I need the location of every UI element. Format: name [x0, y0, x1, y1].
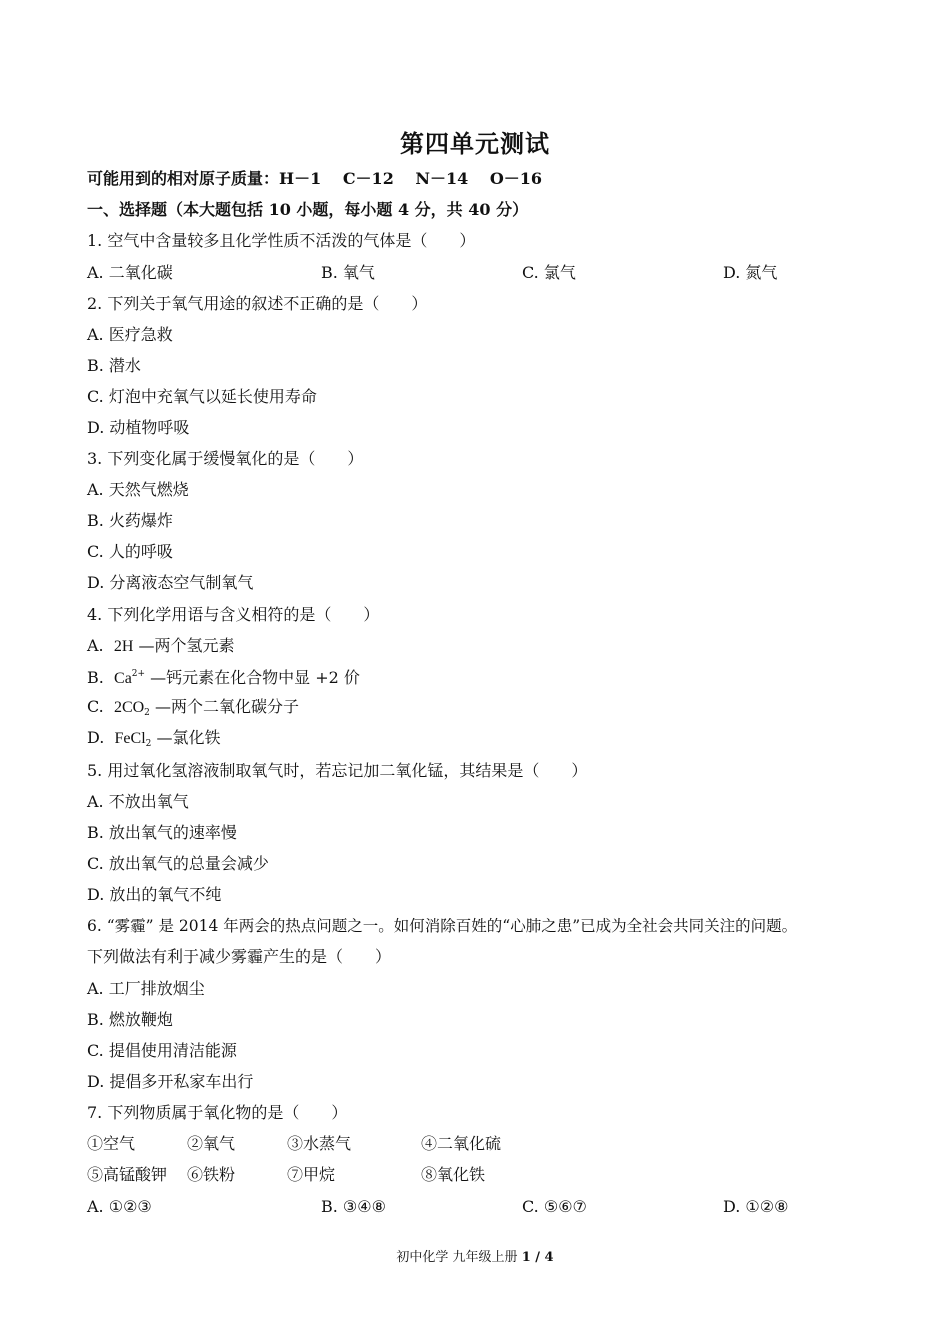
- q4-option-c[interactable]: [87, 696, 299, 719]
- q5-option-d[interactable]: D. 放出的氧气不纯: [87, 885, 222, 904]
- q7-item: ③水蒸气: [287, 1134, 352, 1153]
- q4-d-formula: FeCl: [114, 730, 146, 747]
- footer-subject: 初中化学 九年级上册: [396, 1250, 522, 1265]
- q3-option-a[interactable]: A. 天然气燃烧: [87, 480, 189, 499]
- q1-option-c[interactable]: C. 氯气: [522, 263, 576, 282]
- q4-c-formula: 2CO: [113, 699, 145, 716]
- q4-d-text: —氯化铁: [156, 728, 221, 747]
- q4-c-text: —两个二氧化碳分子: [155, 697, 300, 716]
- atomic-masses: 可能用到的相对原子质量：H－1 C－12 N－14 O－16: [87, 169, 543, 188]
- q2-option-d[interactable]: D. 动植物呼吸: [87, 418, 190, 437]
- q6-option-b[interactable]: B. 燃放鞭炮: [87, 1010, 173, 1029]
- q6-option-a[interactable]: A. 工厂排放烟尘: [87, 979, 205, 998]
- q4-b-text: —钙元素在化合物中显 +2 价: [150, 668, 360, 687]
- q7-item: ⑦甲烷: [287, 1165, 336, 1184]
- question-5-stem: 5. 用过氧化氢溶液制取氧气时，若忘记加二氧化锰，其结果是（ ）: [87, 761, 588, 780]
- question-2-stem: 2. 下列关于氧气用途的叙述不正确的是（ ）: [87, 294, 428, 313]
- q4-d-label: D.: [87, 728, 105, 747]
- q7-item: ⑥铁粉: [187, 1165, 236, 1184]
- q5-option-c[interactable]: C. 放出氧气的总量会减少: [87, 854, 269, 873]
- question-6-stem-line2: 下列做法有利于减少雾霾产生的是（ ）: [87, 947, 392, 966]
- q4-c-label: C.: [87, 697, 104, 716]
- q4-a-formula: 2H: [113, 638, 134, 655]
- q7-items-row-2: [87, 1164, 887, 1186]
- question-7-options: [87, 1196, 887, 1218]
- q4-option-a[interactable]: [87, 635, 234, 658]
- q1-option-b[interactable]: B. 氧气: [321, 263, 375, 282]
- q4-option-b[interactable]: [87, 667, 360, 690]
- q4-b-label: B.: [87, 668, 104, 687]
- q7-option-c[interactable]: C. ⑤⑥⑦: [522, 1197, 587, 1216]
- q5-option-a[interactable]: A. 不放出氧气: [87, 792, 189, 811]
- question-1-options: [87, 262, 887, 284]
- q5-option-b[interactable]: B. 放出氧气的速率慢: [87, 823, 237, 842]
- q7-option-d[interactable]: D. ①②⑧: [723, 1197, 789, 1216]
- q7-item: ⑧氧化铁: [421, 1165, 486, 1184]
- question-3-stem: 3. 下列变化属于缓慢氧化的是（ ）: [87, 449, 364, 468]
- q2-option-b[interactable]: B. 潜水: [87, 356, 141, 375]
- q1-option-a[interactable]: A. 二氧化碳: [87, 263, 173, 282]
- page-title: 第四单元测试: [400, 129, 550, 158]
- q4-a-text: —两个氢元素: [138, 636, 235, 655]
- q4-option-d[interactable]: [87, 727, 220, 750]
- q7-item: ④二氧化硫: [421, 1134, 502, 1153]
- q3-option-b[interactable]: B. 火药爆炸: [87, 511, 173, 530]
- question-6-stem-line1: 6. “雾霾” 是 2014 年两会的热点问题之一。如何消除百姓的“心肺之患”已成为全社会共同关注的问题。: [87, 917, 798, 935]
- page-footer: [0, 1246, 950, 1265]
- q2-option-a[interactable]: A. 医疗急救: [87, 325, 173, 344]
- q7-option-b[interactable]: B. ③④⑧: [321, 1197, 386, 1216]
- page-number: 1 / 4: [521, 1250, 554, 1265]
- q7-item: ②氧气: [187, 1134, 236, 1153]
- q4-a-label: A.: [87, 636, 104, 655]
- question-4-stem: 4. 下列化学用语与含义相符的是（ ）: [87, 605, 380, 624]
- q4-b-charge: 2+: [131, 669, 146, 679]
- q6-option-c[interactable]: C. 提倡使用清洁能源: [87, 1041, 237, 1060]
- question-7-stem: 7. 下列物质属于氧化物的是（ ）: [87, 1103, 348, 1122]
- q4-d-subscript: 2: [145, 739, 152, 749]
- section-heading: 一、选择题（本大题包括 10 小题，每小题 4 分，共 40 分）: [87, 200, 529, 219]
- q1-option-d[interactable]: D. 氮气: [723, 263, 778, 282]
- q7-item: ⑤高锰酸钾: [87, 1165, 168, 1184]
- q7-option-a[interactable]: A. ①②③: [87, 1197, 152, 1216]
- q3-option-d[interactable]: D. 分离液态空气制氧气: [87, 573, 254, 592]
- q4-b-formula: Ca: [114, 670, 132, 687]
- q7-items-row-1: [87, 1133, 887, 1155]
- q3-option-c[interactable]: C. 人的呼吸: [87, 542, 173, 561]
- q7-item: ①空气: [87, 1134, 136, 1153]
- question-1-stem: 1. 空气中含量较多且化学性质不活泼的气体是（ ）: [87, 231, 476, 250]
- q6-option-d[interactable]: D. 提倡多开私家车出行: [87, 1072, 254, 1091]
- q2-option-c[interactable]: C. 灯泡中充氧气以延长使用寿命: [87, 387, 317, 406]
- q4-c-subscript: 2: [144, 708, 150, 718]
